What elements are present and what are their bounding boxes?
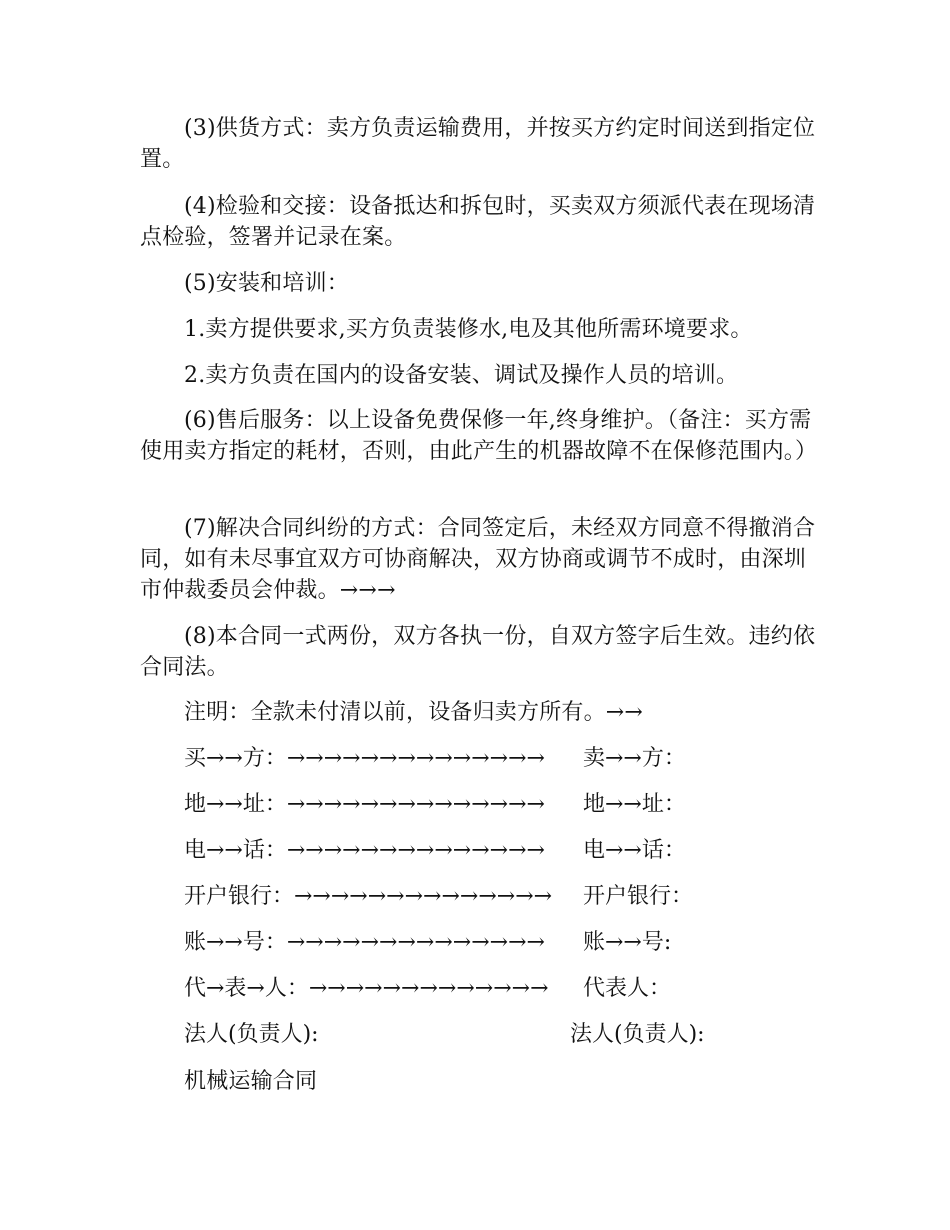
buyer-address-label: 地→→址：→→→→→→→→→→→→→→ — [184, 792, 545, 817]
seller-legal-person-label: 法人(负责人): — [570, 1022, 705, 1047]
buyer-label: 买→→方：→→→→→→→→→→→→→→ — [184, 746, 545, 771]
buyer-bank-label: 开户银行：→→→→→→→→→→→→→→ — [184, 884, 553, 909]
buyer-legal-person-label: 法人(负责人): — [184, 1022, 319, 1047]
clause-4-inspection: (4)检验和交接：设备抵达和拆包时，买卖双方须派代表在现场清点检验，签署并记录在案。 — [140, 194, 816, 250]
buyer-phone-label: 电→→话：→→→→→→→→→→→→→→ — [184, 838, 545, 863]
seller-representative-label: 代表人： — [583, 976, 672, 1001]
note-ownership: 注明：全款未付清以前，设备归卖方所有。→→ — [184, 700, 644, 725]
clause-5-installation: (5)安装和培训： — [184, 271, 349, 296]
clause-3-supply-method: (3)供货方式：卖方负责运输费用，并按买方约定时间送到指定位置。 — [140, 116, 816, 172]
buyer-representative-label: 代→表→人：→→→→→→→→→→→→→ — [184, 976, 549, 1001]
document-title-footer: 机械运输合同 — [184, 1069, 318, 1094]
seller-address-label: 地→→址： — [583, 792, 686, 817]
clause-8-copies: (8)本合同一式两份，双方各执一份，自双方签字后生效。违约依合同法。 — [140, 624, 816, 680]
seller-account-label: 账→→号: — [583, 930, 672, 955]
seller-phone-label: 电→→话： — [583, 838, 686, 863]
clause-5-item-2: 2.卖方负责在国内的设备安装、调试及操作人员的培训。 — [184, 363, 739, 388]
clause-7-dispute: (7)解决合同纠纷的方式：合同签定后，未经双方同意不得撤消合同，如有未尽事宜双方可协商解决，双方协商或调节不成时，由深圳市仲裁委员会仲裁。→→→ — [140, 516, 816, 603]
seller-label: 卖→→方： — [583, 746, 686, 771]
clause-6-after-sales: (6)售后服务：以上设备免费保修一年,终身维护。（备注：买方需使用卖方指定的耗材，否则，由此产生的机器故障不在保修范围内。） — [140, 408, 818, 464]
buyer-account-label: 账→→号：→→→→→→→→→→→→→→ — [184, 930, 545, 955]
seller-bank-label: 开户银行： — [583, 884, 694, 909]
clause-5-item-1: 1.卖方提供要求,买方负责装修水,电及其他所需环境要求。 — [184, 317, 753, 342]
